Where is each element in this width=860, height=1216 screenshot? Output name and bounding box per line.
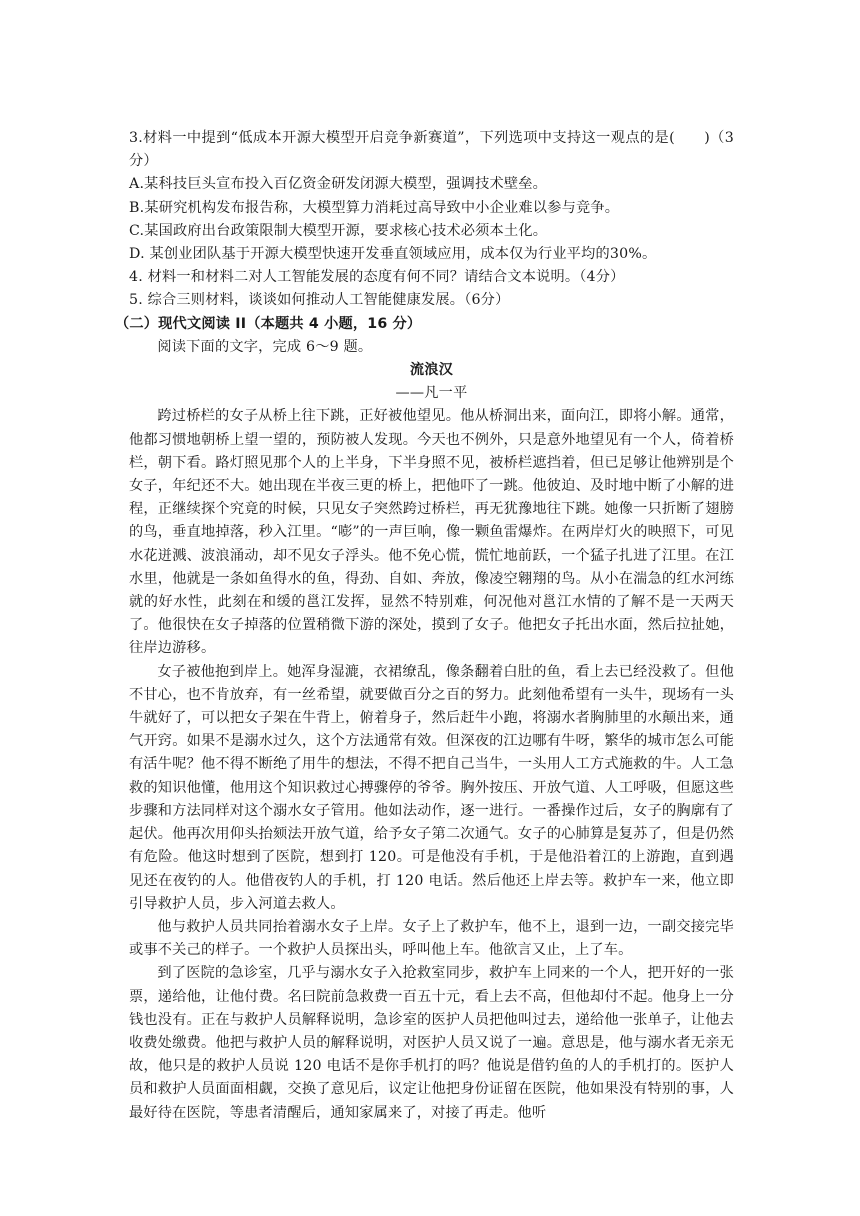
question-3-stem: 3.材料一中提到“低成本开源大模型开启竞争新赛道”，下列选项中支持这一观点的是( )（3分）: [129, 130, 734, 170]
story-paragraph: 到了医院的急诊室，几乎与溺水女子入抢救室同步，救护车上同来的一个人，把开好的一张票，递给他，让他付费。名曰院前急救费一百五十元，看上去不高，但他却付不起。他身上一分钱也没有。正在与救护人员解释说明，急诊室的医护人员把他叫过去，递给他一张单子，让他去收费处缴费。他把与救护人员的解释说明，对医护人员又说了一遍。意思是，他与溺水者无亲无故，他只是的救护人员说 120 电话不是你手机打的吗？他说是借钓鱼的人的手机打的。医护人员和救护人员面面相觑，交换了意见后，议定让他把身份证留在医院，他如果没有特别的事，人最好待在医院，等患者清醒后，通知家属来了，对接了再走。他听: [129, 965, 734, 1121]
question-5: 5. 综合三则材料，谈谈如何推动人工智能健康发展。（6分）: [129, 292, 510, 309]
story-author: ——凡一平: [395, 385, 468, 402]
section-heading: （二）现代文阅读 II（本题共 4 小题，16 分）: [115, 315, 422, 332]
story-paragraph: 女子被他抱到岸上。她浑身湿漉，衣裙缭乱，像条翻着白肚的鱼，看上去已经没救了。但他不甘心，也不肯放弃，有一丝希望，就要做百分之百的努力。此刻他希望有一头牛，现场有一头牛就好了，可以把女子架在牛背上，俯着身子，然后赶牛小跑，将溺水者胸肺里的水颠出来，通气开窍。如果不是溺水过久，这个方法通常有效。但深夜的江边哪有牛呀，繁华的城市怎么可能有活牛呢？他不得不断绝了用牛的想法，不得不把自己当牛，一头用人工方式施救的牛。人工急救的知识他懂，他用这个知识救过心搏骤停的爷爷。胸外按压、开放气道、人工呼吸，但愿这些步骤和方法同样对这个溺水女子管用。他如法动作，逐一进行。一番操作过后，女子的胸廓有了起伏。他再次用仰头抬颏法开放气道，给予女子第二次通气。女子的心肺算是复苏了，但是仍然有危险。他这时想到了医院，想到打 120。可是他没有手机，于是他沿着江的上游跑，直到遇见还在夜钓的人。他借夜钓人的手机，打 120 电话。然后他还上岸去等。救护车一来，他立即引导救护人员，步入河道去救人。: [129, 663, 734, 912]
question-3-option-d: D. 某创业团队基于开源大模型快速开发垂直领域应用，成本仅为行业平均的30%。: [129, 246, 657, 263]
question-3-option-b: B.某研究机构发布报告称，大模型算力消耗过高导致中小企业难以参与竞争。: [129, 199, 620, 216]
story-paragraph: 他与救护人员共同抬着溺水女子上岸。女子上了救护车，他不上，退到一边，一副交接完毕或事不关己的样子。一个救护人员探出头，呼叫他上车。他欲言又止，上了车。: [129, 918, 734, 959]
question-3-option-c: C.某国政府出台政策限制大模型开源，要求核心技术必须本土化。: [129, 222, 548, 239]
question-3-option-a: A.某科技巨头宣布投入百亿资金研发闭源大模型，强调技术壁垒。: [129, 176, 548, 193]
question-4: 4. 材料一和材料二对人工智能发展的态度有何不同？请结合文本说明。（4分）: [129, 269, 625, 286]
story-title: 流浪汉: [409, 362, 454, 379]
story-paragraph: 跨过桥栏的女子从桥上往下跳，正好被他望见。他从桥洞出来，面向江，即将小解。通常，他都习惯地朝桥上望一望的，预防被人发现。今天也不例外，只是意外地望见有一个人，倚着桥栏，朝下看。路灯照见那个人的上半身，下半身照不见，被桥栏遮挡着，但已足够让他辨别是个女子，年纪还不大。她出现在半夜三更的桥上，把他吓了一跳。他彼迫、及时地中断了小解的进程，正继续探个究竟的时候，只见女子突然跨过桥栏，再无犹豫地往下跳。她像一只折断了翅膀的鸟，垂直地掉落，秒入江里。“嘭”的一声巨响，像一颗鱼雷爆炸。在两岸灯火的映照下，可见水花迸溅、波浪涌动，却不见女子浮头。他不免心慌，慌忙地前跃，一个猛子扎进了江里。在江水里，他就是一条如鱼得水的鱼，得劲、自如、奔放，像凌空翱翔的鸟。从小在湍急的红水河练就的好水性，此刻在和缓的邕江发挥，显然不特别难，何况他对邕江水情的了解不是一天两天了。他很快在女子掉落的位置稍微下游的深处，摸到了女子。他把女子托出水面，然后拉扯她，往岸边游移。: [129, 408, 734, 657]
reading-instruction: 阅读下面的文字，完成 6～9 题。: [157, 338, 373, 355]
document-body: [115, 127, 734, 1125]
